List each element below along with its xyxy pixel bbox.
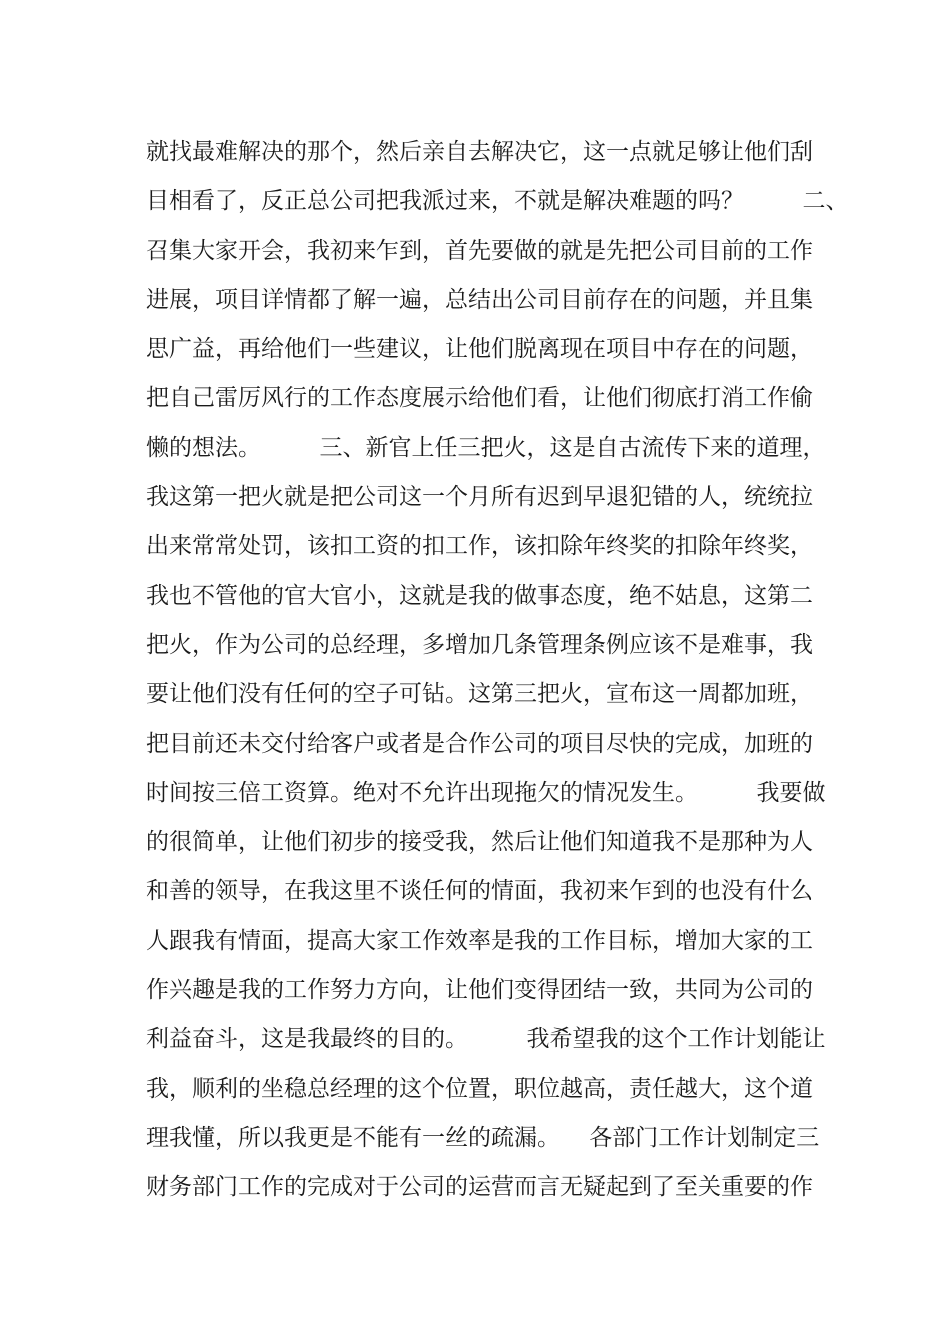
text-line-18: 作兴趣是我的工作努力方向，让他们变得团结一致，共同为公司的	[146, 977, 813, 1004]
text-line-10: 我也不管他的官大官小，这就是我的做事态度，绝不姑息，这第二	[146, 582, 813, 609]
text-line-3: 召集大家开会，我初来乍到，首先要做的就是先把公司目前的工作	[146, 237, 813, 264]
text-line-2: 目相看了，反正总公司把我派过来，不就是解决难题的吗？ 二、	[146, 188, 849, 215]
text-line-16: 和善的领导，在我这里不谈任何的情面，我初来乍到的也没有什么	[146, 878, 813, 905]
text-line-11: 把火，作为公司的总经理，多增加几条管理条例应该不是难事，我	[146, 631, 813, 658]
body-text	[146, 128, 849, 1213]
text-line-13: 把目前还未交付给客户或者是合作公司的项目尽快的完成，加班的	[146, 730, 813, 757]
text-line-9: 出来常常处罚，该扣工资的扣工作，该扣除年终奖的扣除年终奖，	[146, 533, 813, 560]
text-line-6: 把自己雷厉风行的工作态度展示给他们看，让他们彻底打消工作偷	[146, 385, 813, 412]
text-line-14: 时间按三倍工资算。绝对不允许出现拖欠的情况发生。 我要做	[146, 779, 826, 806]
text-line-17: 人跟我有情面，提高大家工作效率是我的工作目标，增加大家的工	[146, 927, 813, 954]
text-line-4: 进展，项目详情都了解一遍，总结出公司目前存在的问题，并且集	[146, 286, 813, 313]
text-line-1: 就找最难解决的那个，然后亲自去解决它，这一点就足够让他们刮	[146, 139, 813, 165]
text-line-19: 利益奋斗，这是我最终的目的。 我希望我的这个工作计划能让	[146, 1026, 826, 1053]
text-line-20: 我，顺利的坐稳总经理的这个位置，职位越高，责任越大，这个道	[146, 1075, 813, 1102]
text-line-8: 我这第一把火就是把公司这一个月所有迟到早退犯错的人，统统拉	[146, 484, 813, 511]
text-line-21: 理我懂，所以我更是不能有一丝的疏漏。 各部门工作计划制定三	[146, 1124, 820, 1151]
text-line-12: 要让他们没有任何的空子可钻。这第三把火，宣布这一周都加班，	[146, 681, 813, 708]
text-line-15: 的很简单，让他们初步的接受我，然后让他们知道我不是那种为人	[146, 829, 813, 856]
text-line-7: 懒的想法。 三、新官上任三把火，这是自古流传下来的道理，	[146, 434, 826, 461]
text-line-5: 思广益，再给他们一些建议，让他们脱离现在项目中存在的问题，	[146, 336, 813, 363]
text-line-22: 财务部门工作的完成对于公司的运营而言无疑起到了至关重要的作	[146, 1174, 813, 1201]
